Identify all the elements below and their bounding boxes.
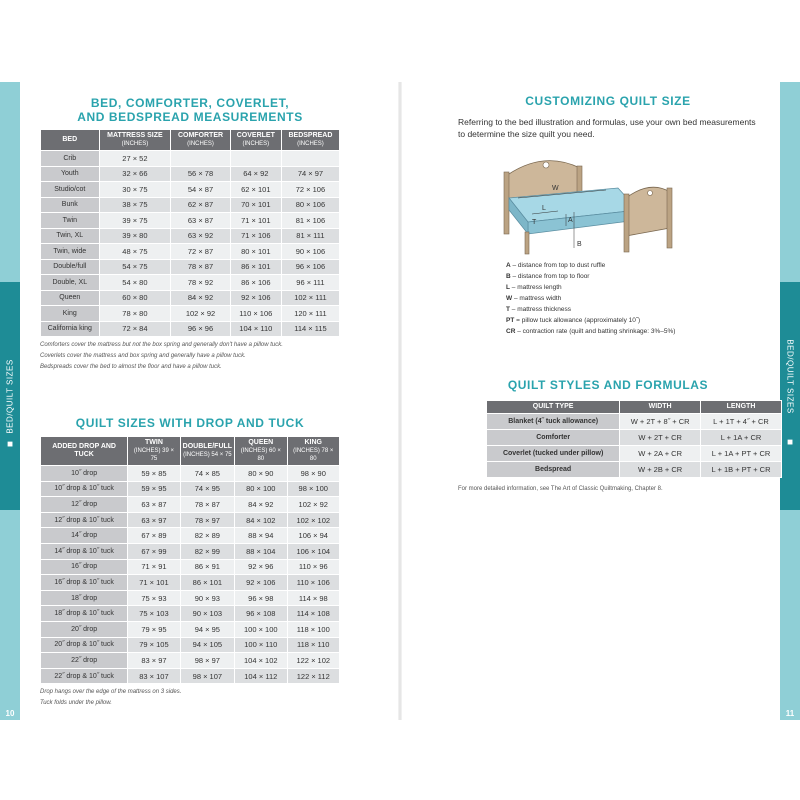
table-cell: 63 × 87 <box>128 497 180 513</box>
table-row <box>41 275 340 291</box>
row-label: 16˝ drop <box>41 559 128 575</box>
table-cell: 78 × 80 <box>99 306 171 322</box>
table-cell: 102 × 92 <box>171 306 230 322</box>
drop_table-header-1 <box>128 437 180 466</box>
formulas-header-0 <box>487 401 620 414</box>
table-cell: 81 × 106 <box>281 213 339 229</box>
diagram-label-l: L <box>542 205 546 212</box>
footboard-hole <box>648 191 653 196</box>
row-label: Double, XL <box>41 275 100 291</box>
drop_table-header-label: DOUBLE/FULL <box>182 443 233 450</box>
table-row <box>41 637 340 653</box>
table-cell: 88 × 94 <box>235 528 287 544</box>
table-row <box>41 306 340 322</box>
drop_table-header-0 <box>41 437 128 466</box>
table-row <box>41 244 340 260</box>
drop_table-header-3 <box>235 437 287 466</box>
table-cell: 102 × 92 <box>287 497 339 513</box>
legend-key: CR <box>506 328 516 335</box>
row-label: Twin, wide <box>41 244 100 260</box>
left-page-number: 10 <box>5 709 15 718</box>
table-cell: 102 × 102 <box>287 512 339 528</box>
formulas-table <box>486 400 782 478</box>
table-row <box>41 559 340 575</box>
table-cell: 27 × 52 <box>99 151 171 167</box>
table-cell: 96 × 108 <box>235 606 287 622</box>
legend-key: B <box>506 273 511 280</box>
table-cell: 78 × 87 <box>171 259 230 275</box>
table-row <box>41 481 340 497</box>
sheep-icon: ■ <box>6 439 14 450</box>
drop_table-header-label: KING <box>304 439 322 446</box>
table-cell: 114 × 98 <box>287 590 339 606</box>
right-page-number: 11 <box>785 709 795 718</box>
table-cell: 114 × 115 <box>281 321 339 337</box>
legend-text: – mattress length <box>511 284 562 291</box>
table-cell: 54 × 87 <box>171 182 230 198</box>
row-label: Bedspread <box>487 462 620 478</box>
table-row <box>41 668 340 684</box>
row-label: Twin, XL <box>41 228 100 244</box>
table-cell: W + 2T + 8˝ + CR <box>620 414 701 430</box>
bed_table-header-sub: (INCHES) <box>187 141 214 147</box>
bed-title-line1: BED, COMFORTER, COVERLET, <box>90 96 290 110</box>
drop-tuck-title: QUILT SIZES WITH DROP AND TUCK <box>75 416 305 430</box>
legend-item <box>506 271 758 282</box>
table-cell: 100 × 110 <box>235 637 287 653</box>
table-cell: 79 × 95 <box>128 621 180 637</box>
drop_table-header-sub: (INCHES) 78 × 80 <box>293 448 334 462</box>
bed_table-header-4 <box>281 130 339 151</box>
legend-text: – mattress thickness <box>511 306 572 313</box>
bed_table-header-label: BEDSPREAD <box>288 132 333 139</box>
row-label: Coverlet (tucked under pillow) <box>487 446 620 462</box>
row-label: 10˝ drop <box>41 466 128 482</box>
drop-tuck-table <box>40 436 340 684</box>
formulas-header-label: WIDTH <box>648 403 672 410</box>
table-cell: 92 × 106 <box>230 290 281 306</box>
bed_table-header-sub: (INCHES) <box>242 141 270 147</box>
table-row <box>41 543 340 559</box>
table-cell: W + 2B + CR <box>620 462 701 478</box>
table-cell: 75 × 103 <box>128 606 180 622</box>
table-cell: 92 × 96 <box>235 559 287 575</box>
table-cell: 98 × 107 <box>180 668 234 684</box>
table-cell: 80 × 100 <box>235 481 287 497</box>
table-row <box>487 446 782 462</box>
table-cell: 83 × 107 <box>128 668 180 684</box>
table-cell: 80 × 101 <box>230 244 281 260</box>
table-cell: 78 × 92 <box>171 275 230 291</box>
table-cell: 118 × 100 <box>287 621 339 637</box>
table-row <box>41 290 340 306</box>
table-cell: 104 × 110 <box>230 321 281 337</box>
legend-item <box>506 315 758 326</box>
table-cell: 60 × 80 <box>99 290 171 306</box>
table-cell: 94 × 95 <box>180 621 234 637</box>
footboard-post-right <box>667 188 672 248</box>
formulas-header-label: LENGTH <box>726 403 756 410</box>
table-cell: L + 1A + PT + CR <box>701 446 782 462</box>
table-row <box>41 512 340 528</box>
table-cell: 71 × 101 <box>128 575 180 591</box>
table-row <box>41 197 340 213</box>
table-cell: 84 × 102 <box>235 512 287 528</box>
row-label: 10˝ drop & 10˝ tuck <box>41 481 128 497</box>
table-cell: 82 × 89 <box>180 528 234 544</box>
table-cell: 67 × 89 <box>128 528 180 544</box>
bed-legend <box>506 260 758 337</box>
row-label: Bunk <box>41 197 100 213</box>
table-cell: 59 × 95 <box>128 481 180 497</box>
table-cell: 78 × 97 <box>180 512 234 528</box>
table-cell: 84 × 92 <box>171 290 230 306</box>
bed-illustration <box>498 148 688 256</box>
row-label: Youth <box>41 166 100 182</box>
table-row <box>41 653 340 669</box>
row-label: King <box>41 306 100 322</box>
left-side-label: BED/QUILT SIZES <box>5 359 15 434</box>
table-row <box>41 151 340 167</box>
row-label: California king <box>41 321 100 337</box>
table-cell: 70 × 101 <box>230 197 281 213</box>
table-cell: 75 × 93 <box>128 590 180 606</box>
row-label: Double/full <box>41 259 100 275</box>
table-cell: 106 × 104 <box>287 543 339 559</box>
table-cell: 86 × 106 <box>230 275 281 291</box>
bed_table-header-0 <box>41 130 100 151</box>
bed_table-header-label: BED <box>62 136 78 143</box>
table-cell: 63 × 87 <box>171 213 230 229</box>
table-row <box>41 182 340 198</box>
table-cell: 54 × 80 <box>99 275 171 291</box>
table-cell: L + 1A + CR <box>701 430 782 446</box>
table-cell: 98 × 100 <box>287 481 339 497</box>
customizing-section <box>458 94 758 337</box>
table-cell: L + 1T + 4˝ + CR <box>701 414 782 430</box>
table-row <box>41 466 340 482</box>
legend-key: W <box>506 295 513 302</box>
table-row <box>41 497 340 513</box>
table-cell: 118 × 110 <box>287 637 339 653</box>
table-cell: 122 × 102 <box>287 653 339 669</box>
table-cell: 56 × 78 <box>171 166 230 182</box>
right-side-tab <box>780 82 800 720</box>
table-cell: 63 × 92 <box>171 228 230 244</box>
row-label: 20˝ drop & 10˝ tuck <box>41 637 128 653</box>
sheep-icon: ■ <box>786 437 794 448</box>
table-cell: 71 × 106 <box>230 228 281 244</box>
table-cell: 64 × 92 <box>230 166 281 182</box>
formulas-note: For more detailed information, see The Art of Classic Quiltmaking, Chapter 8. <box>458 486 663 492</box>
table-cell: 120 × 111 <box>281 306 339 322</box>
table-row <box>41 575 340 591</box>
table-cell: L + 1B + PT + CR <box>701 462 782 478</box>
row-label: 14˝ drop <box>41 528 128 544</box>
table-cell: 104 × 102 <box>235 653 287 669</box>
row-label: 18˝ drop <box>41 590 128 606</box>
drop_table-header-sub: (INCHES) 54 × 75 <box>183 452 232 458</box>
table-cell: 78 × 87 <box>180 497 234 513</box>
table-note: Drop hangs over the edge of the mattress on 3 sides. <box>40 689 182 696</box>
table-cell: 110 × 96 <box>287 559 339 575</box>
table-cell: 114 × 108 <box>287 606 339 622</box>
table-cell: 63 × 97 <box>128 512 180 528</box>
legend-item <box>506 304 758 315</box>
legend-item <box>506 293 758 304</box>
table-cell: 67 × 99 <box>128 543 180 559</box>
table-cell: 86 × 101 <box>180 575 234 591</box>
drop_table-header-2 <box>180 437 234 466</box>
table-cell: 98 × 90 <box>287 466 339 482</box>
bed-measurements-title <box>40 96 340 124</box>
legend-item <box>506 260 758 271</box>
table-cell: 102 × 111 <box>281 290 339 306</box>
table-row <box>487 430 782 446</box>
table-cell: 98 × 97 <box>180 653 234 669</box>
table-cell: 82 × 99 <box>180 543 234 559</box>
table-note: Tuck folds under the pillow. <box>40 700 112 707</box>
drop-tuck-section <box>40 416 340 709</box>
customizing-intro: Referring to the bed illustration and formulas, use your own bed measurements to determine the size quilt you need. <box>458 117 756 139</box>
table-cell: 72 × 84 <box>99 321 171 337</box>
table-cell: 72 × 87 <box>171 244 230 260</box>
row-label: 16˝ drop & 10˝ tuck <box>41 575 128 591</box>
table-row <box>41 259 340 275</box>
table-cell: 106 × 94 <box>287 528 339 544</box>
row-label: Blanket (4˝ tuck allowance) <box>487 414 620 430</box>
table-cell: 80 × 106 <box>281 197 339 213</box>
bed_table-header-sub: (INCHES) <box>297 141 324 147</box>
row-label: 20˝ drop <box>41 621 128 637</box>
legend-key: L <box>506 284 510 291</box>
table-cell: 104 × 112 <box>235 668 287 684</box>
drop_table-header-label: ADDED DROP AND TUCK <box>52 443 116 458</box>
row-label: 14˝ drop & 10˝ tuck <box>41 543 128 559</box>
legend-item <box>506 282 758 293</box>
table-row <box>41 621 340 637</box>
footboard-post-left <box>624 194 629 252</box>
table-cell: 96 × 98 <box>235 590 287 606</box>
bed-leg <box>525 232 529 254</box>
formulas-header-2 <box>701 401 782 414</box>
row-label: Crib <box>41 151 100 167</box>
row-label: 18˝ drop & 10˝ tuck <box>41 606 128 622</box>
drop_table-header-sub: (INCHES) 60 × 80 <box>240 448 281 462</box>
table-cell: 96 × 111 <box>281 275 339 291</box>
table-row <box>41 166 340 182</box>
table-cell: 100 × 100 <box>235 621 287 637</box>
table-cell: 62 × 101 <box>230 182 281 198</box>
bed_table-header-label: MATTRESS SIZE <box>107 132 163 139</box>
headboard-post-left <box>504 172 509 234</box>
table-cell: 80 × 90 <box>235 466 287 482</box>
table-cell: 86 × 101 <box>230 259 281 275</box>
legend-text: = pillow tuck allowance (approximately 10˝) <box>516 317 641 324</box>
table-cell: 96 × 106 <box>281 259 339 275</box>
table-cell: 96 × 96 <box>171 321 230 337</box>
table-cell: 74 × 85 <box>180 466 234 482</box>
table-note: Coverlets cover the mattress and box spring and generally have a pillow tuck. <box>40 353 246 359</box>
drop_table-header-label: TWIN <box>145 439 163 446</box>
formulas-header-label: QUILT TYPE <box>532 403 574 410</box>
table-note: Bedspreads cover the bed to almost the floor and have a pillow tuck. <box>40 364 222 370</box>
table-cell: 79 × 105 <box>128 637 180 653</box>
diagram-label-a: A <box>568 217 573 224</box>
table-cell: 30 × 75 <box>99 182 171 198</box>
table-row <box>41 228 340 244</box>
table-row <box>41 213 340 229</box>
row-label: Studio/cot <box>41 182 100 198</box>
legend-text: – mattress width <box>513 295 562 302</box>
row-label: 22˝ drop <box>41 653 128 669</box>
table-note: Comforters cover the mattress but not the box spring and generally don't have a pillow tuck. <box>40 342 283 348</box>
legend-text: – contraction rate (quilt and batting shrinkage: 3%–5%) <box>517 328 676 335</box>
book-spine <box>398 82 402 720</box>
table-cell: W + 2T + CR <box>620 430 701 446</box>
diagram-label-t: T <box>532 219 537 226</box>
table-cell: 90 × 93 <box>180 590 234 606</box>
table-cell: 54 × 75 <box>99 259 171 275</box>
bed-title-line2: AND BEDSPREAD MEASUREMENTS <box>77 110 303 124</box>
drop_table-header-4 <box>287 437 339 466</box>
table-cell: 38 × 75 <box>99 197 171 213</box>
table-cell: 94 × 105 <box>180 637 234 653</box>
table-cell: 84 × 92 <box>235 497 287 513</box>
table-cell: 74 × 95 <box>180 481 234 497</box>
table-row <box>41 528 340 544</box>
bed_table-header-label: COMFORTER <box>177 132 224 139</box>
table-cell: 59 × 85 <box>128 466 180 482</box>
table-cell: 92 × 106 <box>235 575 287 591</box>
table-cell: 110 × 106 <box>287 575 339 591</box>
bed_table-header-3 <box>230 130 281 151</box>
row-label: Comforter <box>487 430 620 446</box>
bed_table-header-1 <box>99 130 171 151</box>
row-label: Queen <box>41 290 100 306</box>
table-cell: 110 × 106 <box>230 306 281 322</box>
row-label: 22˝ drop & 10˝ tuck <box>41 668 128 684</box>
table-cell: 39 × 80 <box>99 228 171 244</box>
drop_table-header-sub: (INCHES) 39 × 75 <box>133 448 175 462</box>
legend-text: – distance from top to floor <box>512 273 590 280</box>
table-cell: 83 × 97 <box>128 653 180 669</box>
table-cell: 72 × 106 <box>281 182 339 198</box>
table-cell <box>171 151 230 167</box>
drop_table-header-label: QUEEN <box>248 439 274 446</box>
row-label: Twin <box>41 213 100 229</box>
table-cell: 90 × 106 <box>281 244 339 260</box>
legend-text: – distance from top to dust ruffle <box>512 262 606 269</box>
row-label: 12˝ drop & 10˝ tuck <box>41 512 128 528</box>
table-cell: 122 × 112 <box>287 668 339 684</box>
table-row <box>41 590 340 606</box>
legend-key: PT <box>506 317 515 324</box>
table-row <box>41 606 340 622</box>
formulas-section <box>458 378 771 495</box>
table-cell: 32 × 66 <box>99 166 171 182</box>
table-cell: 81 × 111 <box>281 228 339 244</box>
bed_table-header-2 <box>171 130 230 151</box>
book-spread <box>0 82 800 720</box>
bed-measurements-section <box>40 96 340 373</box>
headboard-hole <box>543 162 549 168</box>
bed_table-header-sub: (INCHES) <box>121 141 149 147</box>
table-row <box>41 321 340 337</box>
table-cell <box>281 151 339 167</box>
table-cell: 71 × 91 <box>128 559 180 575</box>
right-side-label: BED/QUILT SIZES <box>785 339 795 414</box>
table-cell: 88 × 104 <box>235 543 287 559</box>
table-cell: 86 × 91 <box>180 559 234 575</box>
table-cell: 71 × 101 <box>230 213 281 229</box>
customizing-title: CUSTOMIZING QUILT SIZE <box>525 94 691 108</box>
table-cell: 90 × 103 <box>180 606 234 622</box>
table-cell: 48 × 75 <box>99 244 171 260</box>
legend-key: T <box>506 306 510 313</box>
formulas-header-1 <box>620 401 701 414</box>
bed_table-header-label: COVERLET <box>236 132 275 139</box>
table-cell: 74 × 97 <box>281 166 339 182</box>
bed-measurements-table <box>40 129 340 337</box>
diagram-label-w: W <box>552 185 559 192</box>
legend-item <box>506 326 758 337</box>
table-cell <box>230 151 281 167</box>
diagram-label-b: B <box>577 241 582 248</box>
table-cell: W + 2A + CR <box>620 446 701 462</box>
table-row <box>487 414 782 430</box>
legend-key: A <box>506 262 511 269</box>
left-side-tab <box>0 82 20 720</box>
drop-notes <box>40 687 340 709</box>
table-row <box>487 462 782 478</box>
formulas-title: QUILT STYLES AND FORMULAS <box>507 378 709 392</box>
row-label: 12˝ drop <box>41 497 128 513</box>
bed-notes <box>40 340 340 373</box>
table-cell: 62 × 87 <box>171 197 230 213</box>
table-cell: 39 × 75 <box>99 213 171 229</box>
